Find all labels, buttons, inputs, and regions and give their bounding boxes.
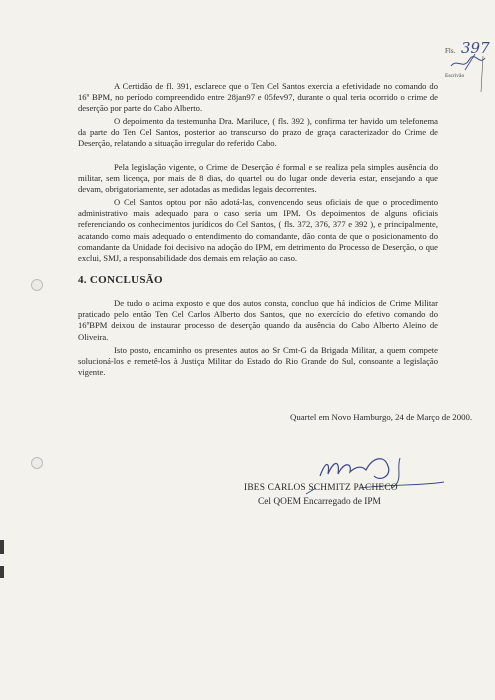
section-heading-conclusao: 4. CONCLUSÃO [78, 274, 163, 286]
paragraph-conclusion-1: De tudo o acima exposto e que dos autos consta, concluo que há indícios de Crime Militar praticado pelo então Ten Cel Carlos Alberto dos Santos, que no exercício do efetivo comando do 16ºBPM deixou de instaurar processo de deserção quando da ausência do Cabo Alberto Aleino de Oliveira. [78, 298, 438, 342]
folio-label: Fls. [445, 47, 456, 55]
clerk-initials-icon [445, 40, 489, 100]
punch-hole-lower [31, 457, 43, 469]
signer-rank: Cel QOEM Encarregado de IPM [258, 497, 381, 507]
place-date: Quartel em Novo Hamburgo, 24 de Março de 2000. [290, 412, 473, 422]
signer-name: IBES CARLOS SCHMITZ PACHECO [244, 483, 398, 493]
folio-stamp [445, 40, 489, 100]
clerk-label: Escrivão [445, 73, 465, 79]
folio-number: 397 [461, 39, 490, 57]
paragraph-cel-santos: O Cel Santos optou por não adotá-las, convencendo seus oficiais de que o procedimento administrativo mais adequado para o caso seria um IPM. Os depoimentos de alguns oficiais referenciando os conhecimentos jurídicos do Cel Santos, ( fls. 372, 376, 377 e 392 ), e principalmente, acatando como mais adequado o entendimento do comandante, dão conta de que o posicionamento do comandante da Unidade foi decisivo na adoção do IPM, em detrimento do Processo de Deserção, o que exclui, SMJ, a responsabilidade dos demais em relação ao caso. [78, 197, 438, 264]
punch-hole-upper [31, 279, 43, 291]
paragraph-certidao: A Certidão de fl. 391, esclarece que o Ten Cel Santos exercia a efetividade no comando do 16º BPM, no período compreendido entre 28jan97 e 05fev97, durante o qual teria ocorrido o crime de deserção por parte do Cabo Alberto. [78, 81, 438, 114]
paragraph-conclusion-2: Isto posto, encaminho os presentes autos ao Sr Cmt-G da Brigada Militar, a quem compete solucioná-los e remetê-los à Justiça Militar do Estado do Rio Grande do Sul, consoante a legislação vigente. [78, 345, 438, 378]
scan-edge-mark-lower [0, 566, 4, 578]
paragraph-depoimento: O depoimento da testemunha Dra. Mariluce, ( fls. 392 ), confirma ter havido um telefonema da parte do Ten Cel Santos, posterior ao transcurso do prazo de graça caracterizador do Crime de Deserção, relatando a situação irregular do referido Cabo. [78, 116, 438, 149]
scan-edge-mark-upper [0, 540, 4, 554]
paragraph-legislacao: Pela legislação vigente, o Crime de Deserção é formal e se realiza pela simples ausência do militar, sem licença, por mais de 8 dias, do quartel ou do lugar onde deveria estar, ensejando a que devam, obrigatoriamente, ser adotadas as medidas legais decorrentes. [78, 162, 438, 195]
